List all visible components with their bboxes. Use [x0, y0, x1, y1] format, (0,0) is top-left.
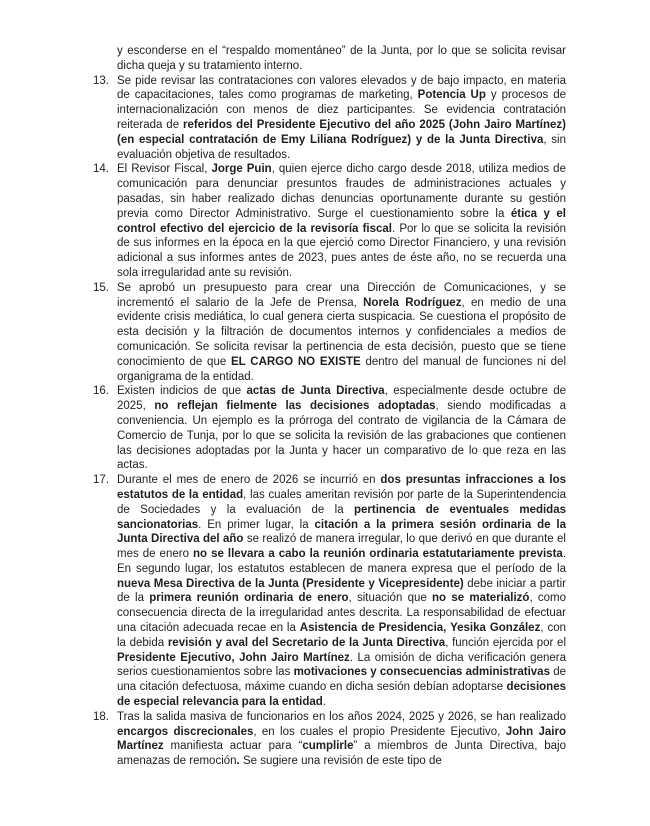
list-item-text: y esconderse en el “respaldo momentáneo” de la Junta, por lo que se solicita revisar dicha queja y su tratamiento interno. — [117, 45, 566, 72]
list-item-text: Existen indicios de que actas de Junta Directiva, especialmente desde octubre de 2025, no reflejan fielmente las decisiones adoptadas, siendo modificadas a conveniencia. Un ejemplo es la prórroga del contrato de vigilancia de la Cámara de Comercio de Tunja, por lo que se solicita la revisión de las grabaciones que contienen las decisiones adoptadas por la Junta y hacer un comparativo de lo que reza en las actas. — [117, 385, 567, 472]
list-item-number: 16. — [93, 385, 109, 398]
list-item — [93, 162, 567, 280]
list-item-number: 17. — [93, 474, 109, 487]
list-item — [93, 74, 567, 163]
list-item-text: Se pide revisar las contrataciones con valores elevados y de bajo impacto, en materia de capacitaciones, tales como programas de marketing, Potencia Up y procesos de internacionalización con menos de diez participantes. Se evidencia contratación reiterada de referidos del Presidente Ejecutivo del año 2025 (John Jairo Martínez) (en especial contratación de Emy Liliana Rodríguez) y de la Junta Directiva, sin evaluación objetiva de resultados. — [117, 74, 567, 161]
list-item — [93, 710, 567, 769]
list-item-number: 18. — [93, 710, 109, 723]
document-body — [93, 44, 567, 769]
paragraph-continuation — [117, 44, 566, 74]
list-item — [93, 281, 567, 385]
list-item-text: Se aprobó un presupuesto para crear una Dirección de Comunicaciones, y se incrementó el salario de la Jefe de Prensa, Norela Rodríguez, en medio de una evidente crisis mediática, lo cual genera cierta suspicacia. Se cuestiona el propósito de esta decisión y la filtración de documentos internos y confidenciales a medios de comunicación. Se solicita revisar la pertinencia de esta decisión, puesto que se tiene conocimiento de que EL CARGO NO EXISTE dentro del manual de funciones ni del organigrama de la entidad. — [117, 281, 567, 383]
list-item-number: 15. — [93, 281, 109, 294]
list-item-number: 14. — [93, 163, 109, 176]
list-item-text: Tras la salida masiva de funcionarios en los años 2024, 2025 y 2026, se han realizado encargos discrecionales, en los cuales el propio Presidente Ejecutivo, John Jairo Martínez manifiesta actuar para “cumplirle” a miembros de Junta Directiva, bajo amenazas de remoción. Se sugiere una revisión de este tipo de — [117, 710, 567, 768]
list-item-text: Durante el mes de enero de 2026 se incurrió en dos presuntas infracciones a los estatutos de la entidad, las cuales ameritan revisión por parte de la Superintendencia de Sociedades y la evaluación de la pertinencia de eventuales medidas sancionatorias. En primer lugar, la citación a la primera sesión ordinaria de la Junta Directiva del año se realizó de manera irregular, lo que derivó en que durante el mes de enero no se llevara a cabo la reunión ordinaria estatutariamente prevista. En segundo lugar, los estatutos establecen de manera expresa que el período de la nueva Mesa Directiva de la Junta (Presidente y Vicepresidente) debe iniciar a partir de la primera reunión ordinaria de enero, situación que no se materializó, como consecuencia directa de la irregularidad antes descrita. La responsabilidad de efectuar una citación adecuada recae en la Asistencia de Presidencia, Yesika González, con la debida revisión y aval del Secretario de la Junta Directiva, función ejercida por el Presidente Ejecutivo, John Jairo Martínez. La omisión de dicha verificación genera serios cuestionamientos sobre las motivaciones y consecuencias administrativas de una citación defectuosa, máxime cuando en dicha sesión debían adoptarse decisiones de especial relevancia para la entidad. — [117, 474, 567, 709]
list-item — [93, 473, 567, 710]
list-item-number: 13. — [93, 74, 109, 87]
list-item-text: El Revisor Fiscal, Jorge Puin, quien ejerce dicho cargo desde 2018, utiliza medios de comunicación para denunciar presuntos fraudes de administraciones actuales y pasadas, sin haber realizado dichas denuncias oportunamente durante su gestión previa como Director Administrativo. Surge el cuestionamiento sobre la ética y el control efectivo del ejercicio de la revisoría fiscal. Por lo que se solicita la revisión de sus informes en la época en la que ejerció como Director Financiero, y una revisión adicional a sus informes antes de 2023, pues antes de éste año, no se recuerda una sola irregularidad ante su revisión. — [117, 163, 567, 279]
list-item — [93, 384, 567, 473]
